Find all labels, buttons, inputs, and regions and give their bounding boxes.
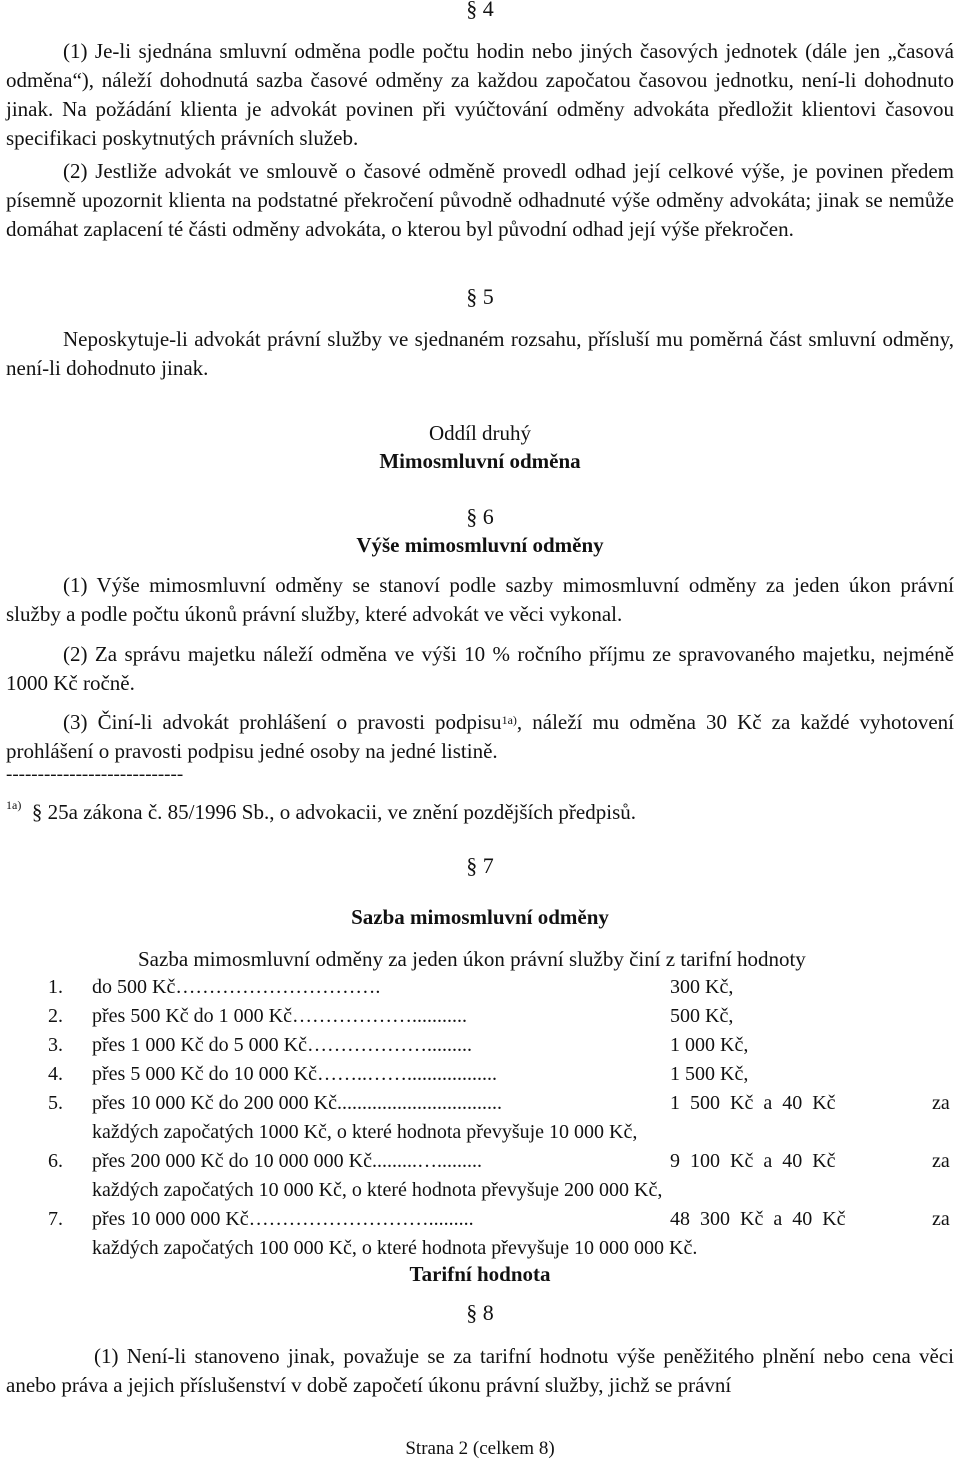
tariff-row [48, 1034, 958, 1063]
section-7-title: Sazba mimosmluvní odměny [351, 905, 609, 929]
section-6-paragraph-1-block [6, 571, 954, 629]
tariff-row-amount: 9 100 Kč a 40 Kč [670, 1150, 836, 1172]
tariff-row-continuation-text: každých započatých 1000 Kč, o které hodnota převyšuje 10 000 Kč, [92, 1121, 638, 1143]
tariff-row-range: přes 5 000 Kč do 10 000 Kč……..…….................. [92, 1063, 497, 1085]
section-6-paragraph-3-text: (3) Činí-li advokát prohlášení o pravosti podpisu [63, 710, 502, 734]
tariff-row-amount: 1 500 Kč a 40 Kč [670, 1092, 836, 1114]
tariff-row-continuation [48, 1179, 958, 1208]
page-number: Strana 2 (celkem 8) [405, 1438, 555, 1459]
tariff-row-range: přes 10 000 000 Kč………………………......... [92, 1208, 474, 1230]
tariff-row-continuation-text: každých započatých 10 000 Kč, o které hodnota převyšuje 200 000 Kč, [92, 1179, 663, 1201]
tariff-row-number: 2. [48, 1005, 63, 1027]
tariff-row-za: za [932, 1092, 950, 1114]
section-8-paragraph-1: (1) Není-li stanoveno jinak, považuje se za tarifní hodnotu výše peněžitého plnění nebo cena věci anebo práva a jejich příslušenství v době započetí úkonu právní služby, jichž se právní [6, 1344, 954, 1397]
section-5-paragraph-block [6, 325, 954, 383]
footnote-text: § 25a zákona č. 85/1996 Sb., o advokacii, ve znění pozdějších předpisů. [31, 800, 636, 824]
tariff-row-amount: 1 000 Kč, [670, 1034, 749, 1056]
tariff-row-amount: 1 500 Kč, [670, 1063, 749, 1085]
section-6-paragraph-3-block [6, 708, 954, 766]
tariff-row-za: za [932, 1208, 950, 1230]
tariff-row [48, 1063, 958, 1092]
tariff-row-continuation-text: každých započatých 100 000 Kč, o které hodnota převyšuje 10 000 000 Kč. [92, 1237, 698, 1259]
part-label: Oddíl druhý [428, 421, 532, 445]
section-5-heading: § 5 [466, 284, 494, 309]
tariff-row-amount: 48 300 Kč a 40 Kč [670, 1208, 846, 1230]
tariff-row-number: 5. [48, 1092, 63, 1114]
section-4-paragraph-2: (2) Jestliže advokát ve smlouvě o časové odměně provedl odhad její celkové výše, je povinen předem písemně upozornit klienta na podstatné překročení původně odhadnuté výše odměny advokáta; jinak se nemůže domáhat zaplacení té části odměny advokáta, o kterou byl původní odhad její výše překročen. [6, 159, 954, 241]
section-7-intro-block [6, 945, 954, 974]
section-4-paragraph-1: (1) Je-li sjednána smluvní odměna podle počtu hodin nebo jiných časových jednotek (dále jen „časová odměna“), náleží dohodnutá sazba časové odměny za každou započatou časovou jednotku, není-li dohodnuto jinak. Na požádání klienta je advokát povinen při vyúčtování odměny advokáta předložit klientovi časovou specifikaci poskytnutých právních služeb. [6, 39, 954, 150]
tariff-row-amount: 500 Kč, [670, 1005, 734, 1027]
tariff-row-range: přes 1 000 Kč do 5 000 Kč………………......... [92, 1034, 472, 1056]
tariff-row-number: 6. [48, 1150, 63, 1172]
section-4-paragraph-2-block [6, 157, 954, 244]
tariff-row [48, 1208, 958, 1237]
footnote-reference[interactable]: 1a) [501, 713, 517, 727]
section-4-heading: § 4 [466, 0, 494, 21]
tariff-row-za: za [932, 1150, 950, 1172]
footnote [6, 800, 636, 825]
section-6-paragraph-3 [6, 708, 954, 766]
tariff-row-range: přes 500 Kč do 1 000 Kč………………........... [92, 1005, 467, 1027]
section-5-paragraph-1: Neposkytuje-li advokát právní služby ve sjednaném rozsahu, přísluší mu poměrná část smluvní odměny, není-li dohodnuto jinak. [6, 327, 954, 380]
footnote-separator: ---------------------------- [6, 764, 184, 785]
section-6-paragraph-2-block [6, 640, 954, 698]
tariff-row-range: přes 200 000 Kč do 10 000 000 Kč.........…......... [92, 1150, 482, 1172]
section-6-title: Výše mimosmluvní odměny [356, 533, 604, 557]
section-8-paragraph-block [6, 1342, 954, 1400]
tariff-row [48, 976, 958, 1005]
tariff-row-range: do 500 Kč…………………………. [92, 976, 381, 998]
part-title: Mimosmluvní odměna [379, 449, 581, 473]
tariff-row-number: 3. [48, 1034, 63, 1056]
section-8-heading: § 8 [466, 1300, 494, 1325]
tariff-row-amount: 300 Kč, [670, 976, 734, 998]
section-7-intro: Sazba mimosmluvní odměny za jeden úkon právní služby činí z tarifní hodnoty [138, 947, 806, 971]
tariff-row-number: 1. [48, 976, 63, 998]
section-6-paragraph-2: (2) Za správu majetku náleží odměna ve výši 10 % ročního příjmu ze spravovaného majetku, nejméně 1000 Kč ročně. [6, 642, 954, 695]
section-7-heading: § 7 [466, 853, 494, 878]
section-6-paragraph-3-text-end: , náleží mu odměna 30 Kč za každé vyhotovení prohlášení o pravosti podpisu jedné osoby na jedné listině. [6, 710, 954, 763]
tariff-row-range: přes 10 000 Kč do 200 000 Kč................................. [92, 1092, 502, 1114]
tariff-row-number: 4. [48, 1063, 63, 1085]
tariff-row-continuation [48, 1121, 958, 1150]
tariff-row [48, 1150, 958, 1179]
tariff-row-number: 7. [48, 1208, 63, 1230]
section-6-heading: § 6 [466, 504, 494, 529]
tariff-value-heading: Tarifní hodnota [409, 1262, 551, 1286]
section-6-paragraph-1: (1) Výše mimosmluvní odměny se stanoví podle sazby mimosmluvní odměny za jeden úkon právní služby a podle počtu úkonů právní služby, které advokát ve věci vykonal. [6, 573, 954, 626]
footnote-mark: 1a) [6, 798, 22, 812]
tariff-row [48, 1092, 958, 1121]
tariff-row [48, 1005, 958, 1034]
section-4-paragraph-1-block [6, 37, 954, 153]
